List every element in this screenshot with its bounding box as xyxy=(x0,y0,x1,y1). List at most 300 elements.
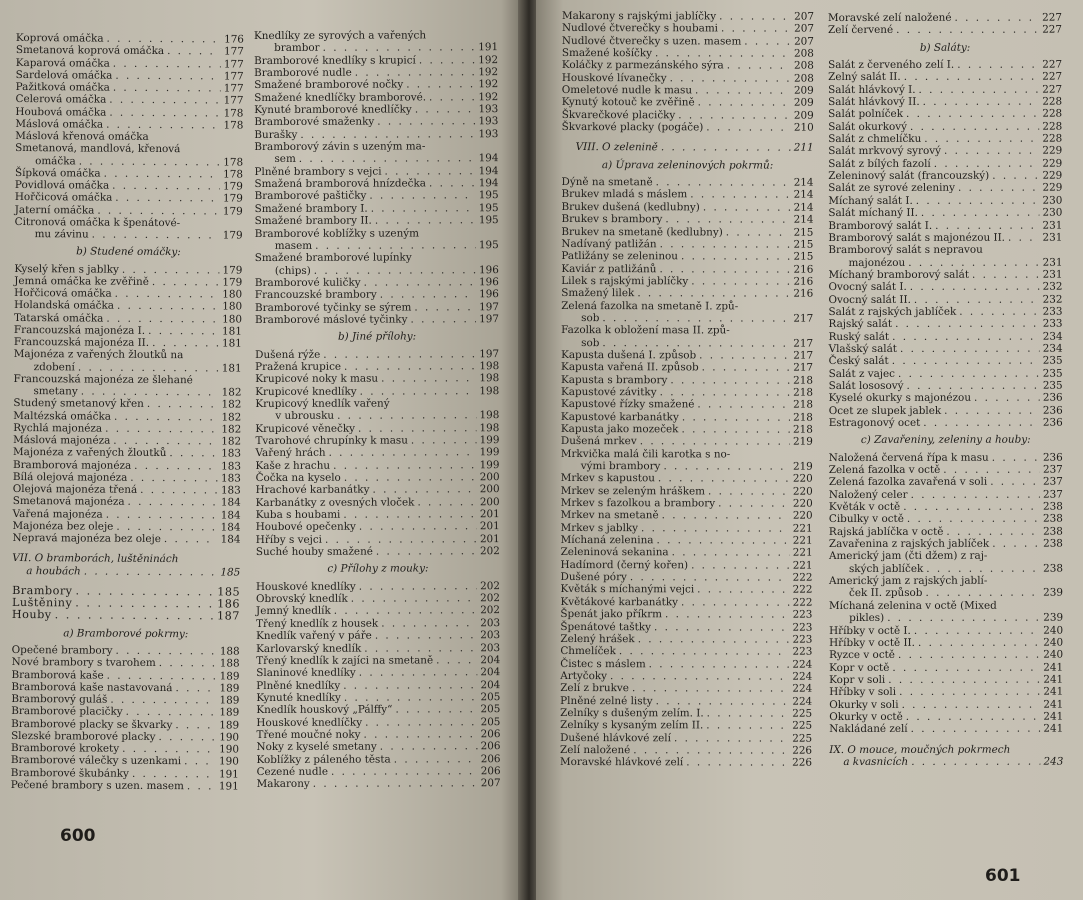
dot-leader xyxy=(665,608,789,621)
dot-leader xyxy=(343,679,477,692)
dot-leader xyxy=(364,642,477,655)
dot-leader xyxy=(187,780,216,793)
entry-page-number: 214 xyxy=(793,189,814,202)
index-entry xyxy=(561,423,813,436)
entry-title: Salát z chmelíčku xyxy=(828,132,922,146)
index-entry xyxy=(255,214,499,227)
entry-title: Salát okurkový xyxy=(828,120,908,133)
dot-leader xyxy=(364,276,476,289)
index-entry xyxy=(829,451,1063,464)
entry-title: Škvarkové placky (pogáče) xyxy=(561,121,704,134)
entry-title: Vlašský salát xyxy=(828,342,897,355)
entry-page-number: 204 xyxy=(480,678,501,691)
entry-page-number: 238 xyxy=(1043,562,1063,575)
dot-leader xyxy=(944,145,1039,158)
index-entry xyxy=(561,472,813,485)
index-entry xyxy=(256,617,500,630)
dot-leader xyxy=(115,69,220,82)
index-entry-line: Americký jam (čti džem) z raj- xyxy=(828,550,988,563)
entry-title: Bramborové nudle xyxy=(254,66,352,80)
index-entry xyxy=(560,695,812,708)
entry-page-number: 234 xyxy=(1042,342,1063,355)
dot-leader xyxy=(663,460,789,473)
entry-title: pikles) xyxy=(849,612,885,625)
entry-page-number: 240 xyxy=(1043,636,1064,649)
dot-leader xyxy=(169,447,218,460)
entry-title: Plněné knedlíky xyxy=(256,679,341,692)
dot-leader xyxy=(602,337,790,350)
index-entry xyxy=(561,201,813,214)
entry-page-number: 183 xyxy=(220,484,241,497)
index-entry xyxy=(561,275,813,288)
dot-leader xyxy=(359,666,478,679)
entry-page-number: 183 xyxy=(221,460,242,473)
entry-title: Ryzce v octě xyxy=(829,649,895,662)
dot-leader xyxy=(344,471,477,484)
entry-page-number: 220 xyxy=(792,497,813,510)
entry-title: Brukev mladá s máslem xyxy=(561,188,688,201)
entry-title: a kvasnicích xyxy=(843,755,909,768)
entry-page-number: 191 xyxy=(218,780,239,793)
index-entry xyxy=(561,435,813,448)
entry-page-number: 199 xyxy=(479,446,500,459)
entry-page-number: 185 xyxy=(217,585,241,599)
chapter-title: IX. O mouce, moučných pokrmech xyxy=(829,743,1011,756)
entry-page-number: 194 xyxy=(478,164,499,177)
entry-title: Kynuté knedlíky xyxy=(256,691,341,704)
entry-page-number: 234 xyxy=(1042,330,1063,343)
entry-page-number: 230 xyxy=(1042,194,1063,207)
dot-leader xyxy=(109,94,220,107)
entry-page-number: 179 xyxy=(222,264,243,277)
dot-leader xyxy=(109,106,220,119)
entry-page-number: 196 xyxy=(479,276,499,289)
entry-page-number: 236 xyxy=(1042,391,1063,404)
dot-leader xyxy=(649,658,790,671)
index-entry xyxy=(829,698,1063,711)
entry-title: Krupicové noky k masu xyxy=(255,372,379,386)
entry-title: Bramborové knedlíky s krupicí xyxy=(254,54,416,67)
entry-title: Dušené póry xyxy=(560,571,627,584)
dot-leader xyxy=(630,571,790,584)
entry-page-number: 218 xyxy=(793,411,813,424)
entry-page-number: 227 xyxy=(1042,83,1063,96)
index-entry xyxy=(561,534,813,547)
dot-leader xyxy=(372,484,476,497)
entry-page-number: 182 xyxy=(221,411,242,424)
entry-page-number: 221 xyxy=(792,522,813,535)
index-entry xyxy=(256,484,500,497)
index-entry xyxy=(828,182,1062,195)
dot-leader xyxy=(132,767,216,780)
dot-leader xyxy=(670,374,790,387)
dot-leader xyxy=(351,592,477,605)
dot-leader xyxy=(681,596,789,609)
index-entry xyxy=(256,691,500,704)
dot-leader xyxy=(610,670,789,683)
section-heading: a) Úprava zeleninových pokrmů: xyxy=(601,158,774,172)
dot-leader xyxy=(360,385,477,398)
entry-page-number: 223 xyxy=(792,645,813,658)
entry-title: Květák v octě xyxy=(828,500,901,514)
entry-page-number: 221 xyxy=(792,547,813,560)
dot-leader xyxy=(394,753,478,766)
index-entry-line: Máslová křenová omáčka xyxy=(15,129,149,143)
entry-page-number: 177 xyxy=(223,57,244,71)
entry-title: Okurky v octě xyxy=(829,710,903,723)
entry-page-number: 238 xyxy=(1043,525,1063,538)
index-entry xyxy=(560,658,812,671)
entry-title: Kynutý kotouč ke zvěřině xyxy=(561,96,695,109)
dot-leader xyxy=(75,585,214,598)
entry-title: Houskové knedlíky xyxy=(255,580,356,593)
entry-title: Lilek s rajskými jablíčky xyxy=(561,274,689,288)
dot-leader xyxy=(691,275,790,288)
index-entry xyxy=(256,629,500,642)
entry-title: Moravské hlávkové zelí xyxy=(560,756,684,769)
dot-leader xyxy=(896,24,1039,37)
entry-page-number: 231 xyxy=(1042,219,1063,232)
entry-page-number: 187 xyxy=(217,609,240,624)
entry-title: Artyčoky xyxy=(560,669,608,682)
entry-title: Houskové lívanečky xyxy=(561,71,667,84)
index-entry-line: Francouzská majonéza ze šlehané xyxy=(13,372,193,387)
dot-leader xyxy=(113,82,221,95)
index-entry xyxy=(828,231,1062,244)
index-entry xyxy=(829,723,1063,736)
index-entry xyxy=(561,287,813,300)
index-entry-line: Knedlíky ze syrových a vařených xyxy=(254,29,427,42)
entry-title: Bramborové smaženky xyxy=(254,115,375,129)
dot-leader xyxy=(924,133,1039,146)
dot-leader xyxy=(105,422,218,435)
entry-title: Hříbky v octě II. xyxy=(829,636,915,649)
index-entry xyxy=(829,538,1063,551)
entry-page-number: 241 xyxy=(1043,685,1064,698)
entry-title: Salát mrkvový syrový xyxy=(828,145,942,158)
entry-title: Krupicové věnečky xyxy=(255,422,356,435)
entry-page-number: 204 xyxy=(480,666,501,679)
index-column-4 xyxy=(828,12,1063,769)
index-entry xyxy=(829,330,1063,343)
entry-page-number: 214 xyxy=(793,201,814,214)
dot-leader xyxy=(702,362,790,375)
chapter-entry xyxy=(829,756,1063,769)
entry-page-number: 180 xyxy=(222,288,243,301)
page-number-right: 601 xyxy=(985,866,1021,886)
dot-leader xyxy=(690,189,790,202)
dot-leader xyxy=(697,584,789,597)
dot-leader xyxy=(122,263,220,276)
entry-title: Třený knedlík z housek xyxy=(256,617,379,630)
entry-title: zdobení xyxy=(33,360,75,374)
entry-page-number: 235 xyxy=(1042,379,1063,392)
entry-title: Kapusta s brambory xyxy=(561,373,668,386)
entry-page-number: 178 xyxy=(223,155,244,169)
index-entry xyxy=(256,580,500,593)
entry-title: Naložený celer xyxy=(828,488,908,501)
index-entry xyxy=(561,361,813,374)
dot-leader xyxy=(78,361,219,374)
index-entry xyxy=(256,496,500,509)
entry-page-number: 189 xyxy=(219,718,240,732)
index-entry xyxy=(828,83,1062,96)
entry-page-number: 220 xyxy=(792,485,813,498)
entry-title: mu závinu xyxy=(34,228,89,241)
entry-page-number: 203 xyxy=(480,641,501,654)
index-entry xyxy=(828,120,1062,133)
index-entry xyxy=(829,562,1063,575)
dot-leader xyxy=(110,694,216,707)
dot-leader xyxy=(331,765,478,778)
index-entry xyxy=(256,679,500,692)
dot-leader xyxy=(152,276,219,289)
dot-leader xyxy=(323,348,476,361)
entry-page-number: 223 xyxy=(792,608,813,621)
dot-leader xyxy=(333,459,476,472)
index-entry xyxy=(828,145,1062,158)
dot-leader xyxy=(925,587,1040,600)
entry-page-number: 239 xyxy=(1043,611,1064,624)
entry-page-number: 177 xyxy=(223,82,244,95)
index-entry xyxy=(255,409,499,422)
index-entry-line: Citronová omáčka k špenátové- xyxy=(14,215,181,229)
entry-title: Hrachové karbanátky xyxy=(255,483,370,497)
entry-title: Salát lososový xyxy=(828,379,904,392)
entry-page-number: 236 xyxy=(1042,416,1063,429)
dot-leader xyxy=(415,103,476,116)
entry-title: Bramborové válečky s uzenkami xyxy=(10,754,182,768)
entry-page-number: 205 xyxy=(480,715,501,728)
index-entry xyxy=(560,707,812,720)
entry-title: Maltézská omáčka xyxy=(13,409,112,423)
entry-page-number: 227 xyxy=(1042,11,1063,24)
index-entry xyxy=(561,337,813,350)
entry-title: Mrkev s kapustou xyxy=(560,472,655,485)
entry-title: Dušená mrkev xyxy=(560,435,637,448)
entry-page-number: 188 xyxy=(219,645,240,658)
entry-page-number: 228 xyxy=(1042,120,1063,133)
entry-page-number: 198 xyxy=(479,372,500,385)
entry-title: Kopr v octě xyxy=(829,661,890,674)
entry-page-number: 236 xyxy=(1042,404,1063,417)
entry-title: Ovocný salát I. xyxy=(828,281,907,294)
dot-leader xyxy=(898,649,1040,662)
entry-title: Luštěniny xyxy=(11,596,73,610)
entry-page-number: 177 xyxy=(223,70,244,83)
entry-title: Pečené brambory s uzen. masem xyxy=(10,778,184,792)
dot-leader xyxy=(686,757,789,770)
entry-title: Míchaný bramborový salát xyxy=(828,268,970,281)
index-entry xyxy=(561,411,813,424)
entry-title: Salát z bílých fazolí xyxy=(828,157,931,170)
index-entry xyxy=(828,12,1062,25)
index-entry-line: Majonéza z vařených žloutků na xyxy=(13,348,184,362)
index-entry xyxy=(12,609,240,623)
index-entry xyxy=(828,157,1062,170)
entry-page-number: 221 xyxy=(792,559,813,572)
dot-leader xyxy=(299,153,476,166)
index-entry xyxy=(254,54,498,67)
dot-leader xyxy=(411,434,477,447)
entry-page-number: 222 xyxy=(792,584,813,597)
index-entry xyxy=(561,238,813,251)
dot-leader xyxy=(903,501,1040,514)
dot-leader xyxy=(934,157,1040,170)
entry-title: Salát z rajských jablíček xyxy=(828,305,957,318)
dot-leader xyxy=(898,367,1040,380)
entry-title: Třený knedlík k zajíci na smetaně xyxy=(256,654,434,667)
entry-title: Pražená krupice xyxy=(255,360,342,373)
dot-leader xyxy=(115,645,216,658)
entry-title: Plněné zelné listy xyxy=(560,694,653,707)
entry-title: a houbách xyxy=(26,564,81,578)
index-entry xyxy=(255,288,499,301)
entry-page-number: 239 xyxy=(1043,587,1064,600)
entry-title: Hořčicová omáčka xyxy=(14,191,113,204)
entry-page-number: 231 xyxy=(1042,268,1063,281)
entry-title: Rajská jablíčka v octě xyxy=(828,525,944,538)
entry-page-number: 203 xyxy=(480,629,501,642)
entry-title: Burašky xyxy=(254,128,298,141)
dot-leader xyxy=(654,621,789,634)
index-entry xyxy=(561,559,813,572)
dot-leader xyxy=(921,207,1039,220)
entry-page-number: 179 xyxy=(223,180,243,193)
entry-title: Bramborová majonéza xyxy=(12,458,132,472)
entry-page-number: 198 xyxy=(479,360,500,373)
index-entry-line: Míchaná zelenina v octě (Mixed xyxy=(829,599,997,612)
entry-page-number: 180 xyxy=(222,313,243,326)
index-entry xyxy=(560,670,812,683)
entry-page-number: 195 xyxy=(478,238,499,252)
entry-title: Mrkev se zeleným hráškem xyxy=(560,484,706,498)
index-entry xyxy=(256,703,500,716)
dot-leader xyxy=(116,521,217,534)
entry-page-number: 231 xyxy=(1042,256,1063,269)
index-entry xyxy=(255,360,499,373)
dot-leader xyxy=(918,636,1040,649)
index-entry xyxy=(256,592,500,605)
index-entry xyxy=(562,176,814,189)
entry-title: Kaše z hrachu xyxy=(255,459,331,472)
entry-title: Salát z červeného zelí I. xyxy=(828,58,955,72)
index-entry xyxy=(254,128,498,141)
entry-page-number: 229 xyxy=(1042,157,1063,170)
dot-leader xyxy=(887,612,1040,625)
dot-leader xyxy=(895,318,1040,331)
entry-page-number: 209 xyxy=(793,97,814,110)
entry-page-number: 240 xyxy=(1043,648,1064,661)
entry-title: Opečené brambory xyxy=(11,644,113,657)
dot-leader xyxy=(926,562,1040,575)
entry-page-number: 177 xyxy=(223,45,244,58)
entry-title: Kapustové karbanátky xyxy=(560,410,679,423)
dot-leader xyxy=(325,533,477,546)
entry-title: Krupicové knedlíky xyxy=(255,385,357,398)
index-entry xyxy=(255,276,499,289)
dot-leader xyxy=(708,485,790,498)
dot-leader xyxy=(107,33,221,46)
entry-page-number: 233 xyxy=(1042,317,1063,330)
index-entry xyxy=(562,96,814,109)
entry-title: Knedlík vařený v páře xyxy=(256,629,372,643)
dot-leader xyxy=(923,96,1040,109)
entry-page-number: 209 xyxy=(793,84,814,97)
entry-title: Bílá olejová majonéza xyxy=(12,470,128,484)
entry-title: Ovocný salát II. xyxy=(828,293,911,306)
dot-leader xyxy=(658,473,790,486)
entry-title: Cezené nudle xyxy=(256,765,328,778)
index-entry xyxy=(562,188,814,201)
dot-leader xyxy=(923,417,1039,430)
entry-page-number: 190 xyxy=(219,755,239,768)
entry-page-number: 179 xyxy=(222,192,243,205)
index-entry xyxy=(255,313,499,326)
index-entry xyxy=(562,109,814,122)
index-entry xyxy=(255,348,499,361)
entry-page-number: 206 xyxy=(480,728,501,741)
entry-title: Smažené knedlíčky bramborové. xyxy=(254,91,427,104)
entry-title: Celerová omáčka xyxy=(15,93,107,106)
dot-leader xyxy=(906,711,1040,724)
dot-leader xyxy=(906,108,1039,121)
dot-leader xyxy=(904,71,1039,84)
dot-leader xyxy=(908,256,1039,269)
index-entry xyxy=(256,716,500,729)
index-entry xyxy=(11,779,239,793)
dot-leader xyxy=(359,521,477,534)
entry-title: Cibulky v octě xyxy=(828,513,904,526)
index-entry xyxy=(562,121,814,134)
entry-page-number: 228 xyxy=(1042,107,1063,121)
entry-title: Míchaná zelenina xyxy=(560,534,654,547)
index-entry xyxy=(256,666,500,679)
entry-title: Dýně na smetaně xyxy=(561,176,653,189)
entry-title: Okurky v soli xyxy=(829,698,899,711)
entry-title: Kuba s houbami xyxy=(255,508,341,522)
entry-page-number: 192 xyxy=(478,78,499,91)
entry-title: Brukev na smetaně (kedlubny) xyxy=(561,225,723,238)
entry-title: Houby xyxy=(11,608,52,622)
entry-page-number: 218 xyxy=(793,423,813,436)
entry-title: Zelí červené xyxy=(828,24,894,37)
entry-page-number: 193 xyxy=(478,103,499,116)
entry-title: Květákové karbanátky xyxy=(560,595,679,609)
index-entry-line: Americký jam z rajských jablí- xyxy=(828,574,988,588)
entry-title: Naložená červená řípa k masu xyxy=(828,451,989,464)
dot-leader xyxy=(660,386,790,399)
entry-page-number: 207 xyxy=(794,10,814,23)
entry-page-number: 223 xyxy=(792,633,813,646)
index-entry xyxy=(828,268,1062,281)
index-entry xyxy=(828,108,1062,121)
entry-title: Bramborové placky se škvarky xyxy=(11,717,173,731)
entry-title: Šípková omáčka xyxy=(14,166,101,180)
dot-leader xyxy=(691,559,790,572)
entry-title: Kopr v soli xyxy=(829,673,886,686)
entry-title: Majonéza bez oleje xyxy=(12,519,114,533)
entry-page-number: 233 xyxy=(1042,305,1063,318)
entry-title: Zelný salát II. xyxy=(828,71,901,84)
index-entry xyxy=(561,522,813,535)
entry-page-number: 193 xyxy=(478,115,499,128)
index-entry xyxy=(829,649,1063,662)
dot-leader xyxy=(380,288,476,301)
entry-title: Karbanátky z ovesných vloček xyxy=(255,496,415,509)
index-entry xyxy=(561,398,813,411)
index-entry xyxy=(560,732,812,745)
